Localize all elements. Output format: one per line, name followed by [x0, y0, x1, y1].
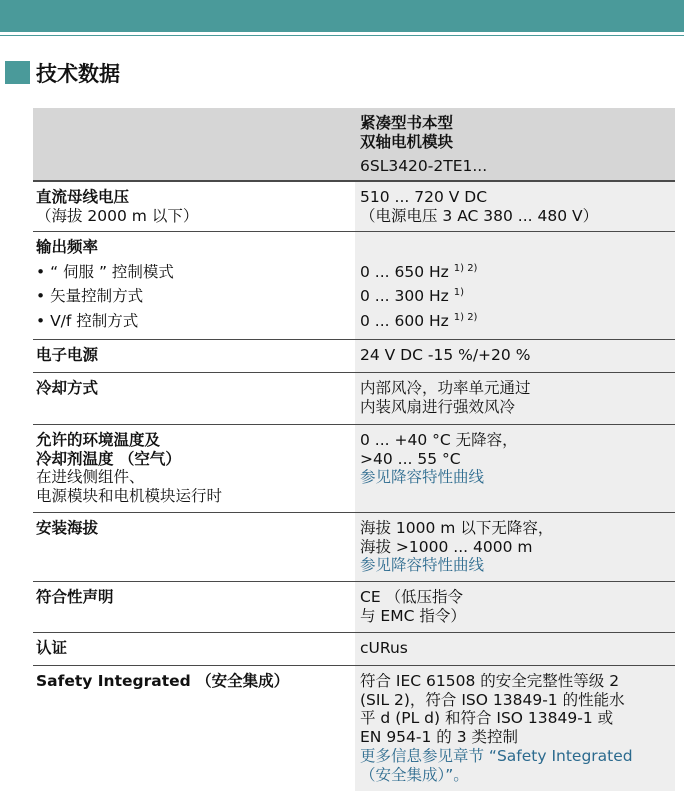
dc-voltage-value: 510 ... 720 V DC: [360, 188, 488, 206]
safety-value-line2: (SIL 2)，符合 ISO 13849-1 的性能水: [360, 690, 625, 709]
cooling-value-line1: 内部风冷，功率单元通过: [360, 379, 531, 397]
servo-mode-label: • “ 伺服 ” 控制模式: [36, 262, 174, 281]
top-banner: [0, 0, 684, 32]
conformity-value-line1: CE （低压指令: [360, 588, 464, 606]
certification-label: 认证: [36, 639, 68, 657]
electronics-supply-label: 电子电源: [36, 346, 99, 364]
header-order-number: 6SL3420-2TE1...: [360, 157, 488, 176]
conformity-value-line2: 与 EMC 指令）: [360, 606, 466, 625]
section-title: 技术数据: [36, 62, 120, 86]
row-conformity: [33, 582, 675, 633]
safety-value-line4: EN 954-1 的 3 类控制: [360, 728, 518, 747]
header-product-name: 双轴电机模块: [360, 132, 454, 151]
safety-chapter-link-line1[interactable]: 更多信息参见章节 “Safety Integrated: [360, 746, 633, 765]
servo-mode-value: 0 ... 650 Hz $^{1) 2)}$: [360, 262, 478, 281]
dc-voltage-label: 直流母线电压: [36, 188, 130, 206]
ambient-temp-derating-link[interactable]: 参见降容特性曲线: [360, 468, 485, 487]
header-value-cell: [355, 108, 675, 180]
row-output-frequency: [33, 232, 675, 340]
section-marker: [5, 61, 30, 84]
vf-mode-value: 0 ... 600 Hz $^{1) 2)}$: [360, 312, 478, 331]
altitude-value-line1: 海拔 1000 m 以下无降容，: [360, 519, 554, 537]
row-safety-integrated: [33, 666, 675, 791]
safety-value-line1: 符合 IEC 61508 的安全完整性等级 2: [360, 672, 620, 690]
safety-label: Safety Integrated （安全集成）: [36, 672, 290, 690]
cooling-label: 冷却方式: [36, 379, 99, 397]
safety-chapter-link-line2[interactable]: （安全集成）”。: [360, 765, 469, 784]
header-label-cell: [33, 108, 355, 180]
tech-data-table: [33, 108, 675, 791]
electronics-supply-value: 24 V DC -15 %/+20 %: [360, 346, 531, 364]
row-certification: [33, 633, 675, 666]
output-frequency-label: 输出频率: [36, 238, 99, 256]
dc-voltage-value-note: （电源电压 3 AC 380 ... 480 V）: [360, 206, 599, 225]
ambient-temp-label-line4: 电源模块和电机模块运行时: [36, 487, 223, 506]
ambient-temp-label-line3: 在进线侧组件、: [36, 468, 145, 487]
vf-footnote: 1) 2): [453, 312, 478, 324]
header-product-type: 紧凑型书本型: [360, 114, 454, 132]
vector-footnote: 1): [453, 287, 465, 299]
row-ambient-temperature: [33, 425, 675, 513]
cooling-value-line2: 内装风扇进行强效风冷: [360, 397, 516, 416]
servo-footnote: 1) 2): [453, 262, 478, 274]
safety-value-line3: 平 d (PL d) 和符合 ISO 13849-1 或: [360, 709, 614, 728]
vector-mode-label: • 矢量控制方式: [36, 287, 144, 306]
row-altitude: [33, 513, 675, 582]
row-cooling: [33, 373, 675, 425]
conformity-label: 符合性声明: [36, 588, 114, 606]
altitude-derating-link[interactable]: 参见降容特性曲线: [360, 556, 485, 575]
row-electronics-supply: [33, 340, 675, 373]
vector-mode-value: 0 ... 300 Hz $^{1)}$: [360, 287, 465, 306]
ambient-temp-label-line2: 冷却剂温度 （空气）: [36, 449, 181, 468]
dc-voltage-label-note: （海拔 2000 m 以下）: [36, 206, 199, 225]
certification-value: cURus: [360, 639, 408, 657]
altitude-value-line2: 海拔 >1000 ... 4000 m: [360, 537, 533, 556]
ambient-temp-label-line1: 允许的环境温度及: [36, 431, 161, 449]
ambient-temp-value-line1: 0 ... +40 °C 无降容，: [360, 431, 518, 449]
ambient-temp-value-line2: >40 ... 55 °C: [360, 449, 461, 468]
top-divider: [0, 35, 684, 36]
vf-mode-label: • V/f 控制方式: [36, 312, 139, 331]
row-dc-voltage: [33, 182, 675, 232]
table-header-row: [33, 108, 675, 182]
altitude-label: 安装海拔: [36, 519, 99, 537]
